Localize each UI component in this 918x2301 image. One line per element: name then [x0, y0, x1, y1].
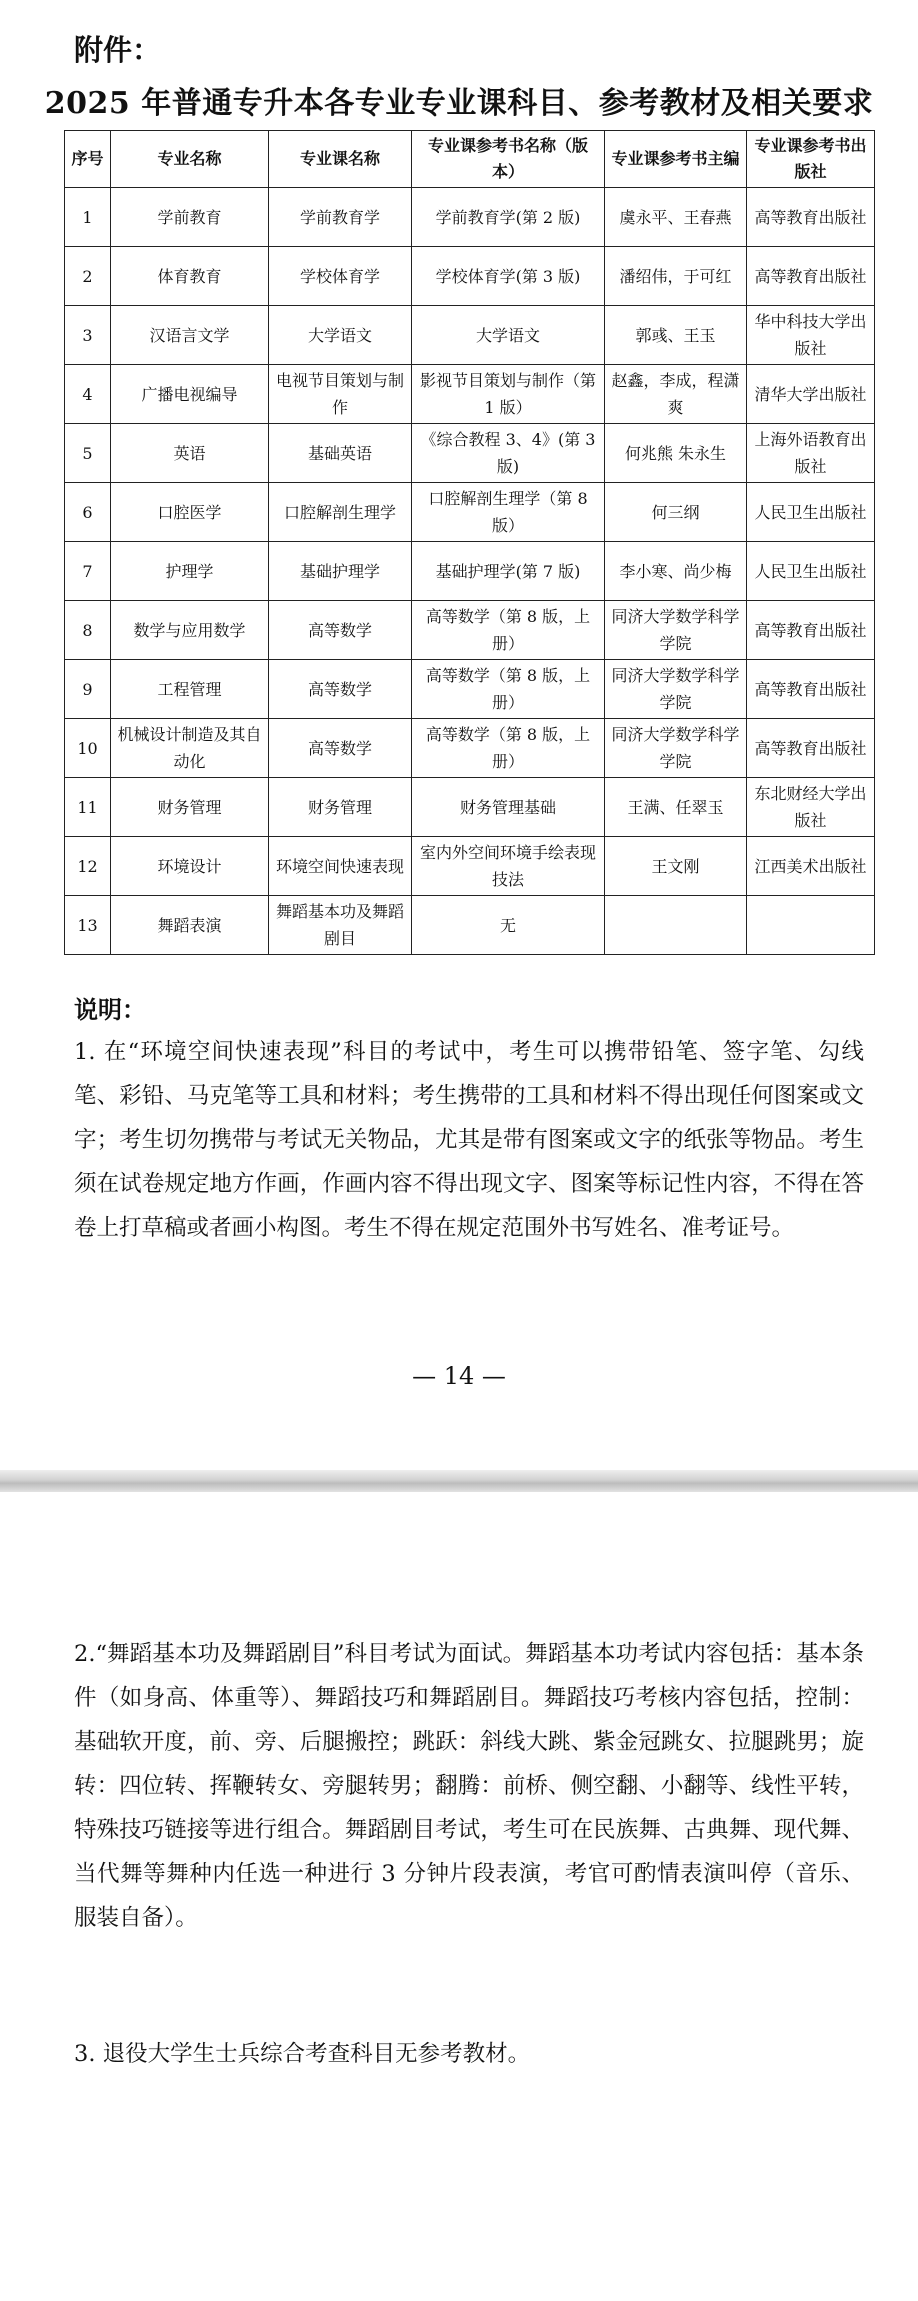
table-cell: 同济大学数学科学学院	[605, 601, 747, 660]
table-cell: 学校体育学	[269, 247, 412, 306]
table-cell: 《综合教程 3、4》(第 3 版)	[412, 424, 605, 483]
table-cell: 影视节目策划与制作（第 1 版）	[412, 365, 605, 424]
table-cell: 江西美术出版社	[747, 837, 875, 896]
table-cell: 赵鑫，李成，程潇爽	[605, 365, 747, 424]
table-cell: 基础护理学	[269, 542, 412, 601]
table-cell: 人民卫生出版社	[747, 483, 875, 542]
table-cell: 5	[65, 424, 111, 483]
column-header: 专业课参考书出版社	[747, 131, 875, 188]
table-cell: 高等数学	[269, 601, 412, 660]
table-cell: 王满、任翠玉	[605, 778, 747, 837]
table-cell: 学校体育学(第 3 版)	[412, 247, 605, 306]
table-cell: 数学与应用数学	[111, 601, 269, 660]
table-row	[65, 719, 875, 778]
table-cell: 汉语言文学	[111, 306, 269, 365]
table-cell: 人民卫生出版社	[747, 542, 875, 601]
table-cell: 工程管理	[111, 660, 269, 719]
table-cell: 高等教育出版社	[747, 247, 875, 306]
column-header: 专业课参考书名称（版本）	[412, 131, 605, 188]
table-cell: 电视节目策划与制作	[269, 365, 412, 424]
table-row	[65, 778, 875, 837]
table-cell: 同济大学数学科学学院	[605, 660, 747, 719]
table-cell: 9	[65, 660, 111, 719]
table-cell: 环境空间快速表现	[269, 837, 412, 896]
table-cell: 室内外空间环境手绘表现技法	[412, 837, 605, 896]
table-cell: 清华大学出版社	[747, 365, 875, 424]
table-cell: 东北财经大学出版社	[747, 778, 875, 837]
table-cell: 基础护理学(第 7 版)	[412, 542, 605, 601]
table-cell: 大学语文	[412, 306, 605, 365]
table-cell: 1	[65, 188, 111, 247]
attachment-label: 附件：	[74, 33, 162, 67]
table-cell: 王文刚	[605, 837, 747, 896]
table-cell: 学前教育学(第 2 版)	[412, 188, 605, 247]
document-page-2	[0, 1492, 918, 2301]
course-requirements-table	[64, 130, 875, 955]
document-title: 2025 年普通专升本各专业专业课科目、参考教材及相关要求	[44, 86, 874, 121]
table-cell: 高等教育出版社	[747, 660, 875, 719]
table-cell: 何三纲	[605, 483, 747, 542]
table-cell: 环境设计	[111, 837, 269, 896]
table-cell: 13	[65, 896, 111, 955]
table-row	[65, 188, 875, 247]
table-cell: 同济大学数学科学学院	[605, 719, 747, 778]
table-cell: 财务管理	[269, 778, 412, 837]
column-header: 专业课参考书主编	[605, 131, 747, 188]
table-row	[65, 306, 875, 365]
table-cell: 口腔医学	[111, 483, 269, 542]
table-cell: 何兆熊 朱永生	[605, 424, 747, 483]
table-header-row	[65, 131, 875, 188]
table-cell: 舞蹈基本功及舞蹈剧目	[269, 896, 412, 955]
table-cell: 高等教育出版社	[747, 601, 875, 660]
table-row	[65, 896, 875, 955]
table-row	[65, 247, 875, 306]
table-row	[65, 365, 875, 424]
table-cell	[747, 896, 875, 955]
table-row	[65, 660, 875, 719]
page-number: — 14 —	[412, 1362, 506, 1390]
table-cell: 学前教育学	[269, 188, 412, 247]
table-cell: 机械设计制造及其自动化	[111, 719, 269, 778]
table-cell: 口腔解剖生理学	[269, 483, 412, 542]
table-cell: 广播电视编导	[111, 365, 269, 424]
table-cell: 12	[65, 837, 111, 896]
table-cell: 2	[65, 247, 111, 306]
table-body	[65, 188, 875, 955]
table-row	[65, 837, 875, 896]
table-row	[65, 483, 875, 542]
table-cell: 高等教育出版社	[747, 719, 875, 778]
table-cell: 李小寒、尚少梅	[605, 542, 747, 601]
table-cell: 上海外语教育出版社	[747, 424, 875, 483]
note-paragraph-3: 3. 退役大学生士兵综合考查科目无参考教材。	[74, 2041, 531, 2067]
column-header: 专业名称	[111, 131, 269, 188]
table-cell: 基础英语	[269, 424, 412, 483]
table-cell: 高等数学	[269, 719, 412, 778]
table-row	[65, 601, 875, 660]
table-cell: 11	[65, 778, 111, 837]
table-cell: 舞蹈表演	[111, 896, 269, 955]
table-cell: 学前教育	[111, 188, 269, 247]
table-cell: 高等数学（第 8 版，上册）	[412, 660, 605, 719]
table-cell: 10	[65, 719, 111, 778]
table-cell: 护理学	[111, 542, 269, 601]
table-cell: 8	[65, 601, 111, 660]
note-paragraph-2: 2.“舞蹈基本功及舞蹈剧目”科目考试为面试。舞蹈基本功考试内容包括：基本条件（如身高、体重等）、舞蹈技巧和舞蹈剧目。舞蹈技巧考核内容包括，控制：基础软开度，前、旁、后腿搬控；跳跃：斜线大跳、紫金冠跳女、拉腿跳男；旋转：四位转、挥鞭转女、旁腿转男；翻腾：前桥、侧空翻、小翻等、线性平转，特殊技巧链接等进行组合。舞蹈剧目考试，考生可在民族舞、古典舞、现代舞、当代舞等舞种内任选一种进行 3 分钟片段表演，考官可酌情表演叫停（音乐、服装自备）。	[74, 1641, 864, 1931]
table-cell: 高等数学（第 8 版，上册）	[412, 719, 605, 778]
column-header: 专业课名称	[269, 131, 412, 188]
table-cell: 6	[65, 483, 111, 542]
table-cell: 体育教育	[111, 247, 269, 306]
column-header: 序号	[65, 131, 111, 188]
table-cell: 英语	[111, 424, 269, 483]
table-cell: 郭彧、王玉	[605, 306, 747, 365]
table-cell: 高等数学（第 8 版，上册）	[412, 601, 605, 660]
table-cell: 虞永平、王春燕	[605, 188, 747, 247]
table-row	[65, 542, 875, 601]
note-paragraph-1: 1. 在“环境空间快速表现”科目的考试中，考生可以携带铅笔、签字笔、勾线笔、彩铅、马克笔等工具和材料；考生携带的工具和材料不得出现任何图案或文字；考生切勿携带与考试无关物品，尤其是带有图案或文字的纸张等物品。考生须在试卷规定地方作画，作画内容不得出现文字、图案等标记性内容，不得在答卷上打草稿或者画小构图。考生不得在规定范围外书写姓名、准考证号。	[74, 1039, 864, 1241]
table-cell: 3	[65, 306, 111, 365]
page-separator	[0, 1470, 918, 1492]
table-row	[65, 424, 875, 483]
table-cell: 无	[412, 896, 605, 955]
table-cell	[605, 896, 747, 955]
table-cell: 高等教育出版社	[747, 188, 875, 247]
notes-heading: 说明：	[74, 996, 146, 1024]
table-cell: 潘绍伟，于可红	[605, 247, 747, 306]
table-cell: 财务管理	[111, 778, 269, 837]
table-cell: 4	[65, 365, 111, 424]
table-cell: 华中科技大学出版社	[747, 306, 875, 365]
table-cell: 高等数学	[269, 660, 412, 719]
table-cell: 口腔解剖生理学（第 8 版）	[412, 483, 605, 542]
table-cell: 大学语文	[269, 306, 412, 365]
table-cell: 财务管理基础	[412, 778, 605, 837]
table-cell: 7	[65, 542, 111, 601]
